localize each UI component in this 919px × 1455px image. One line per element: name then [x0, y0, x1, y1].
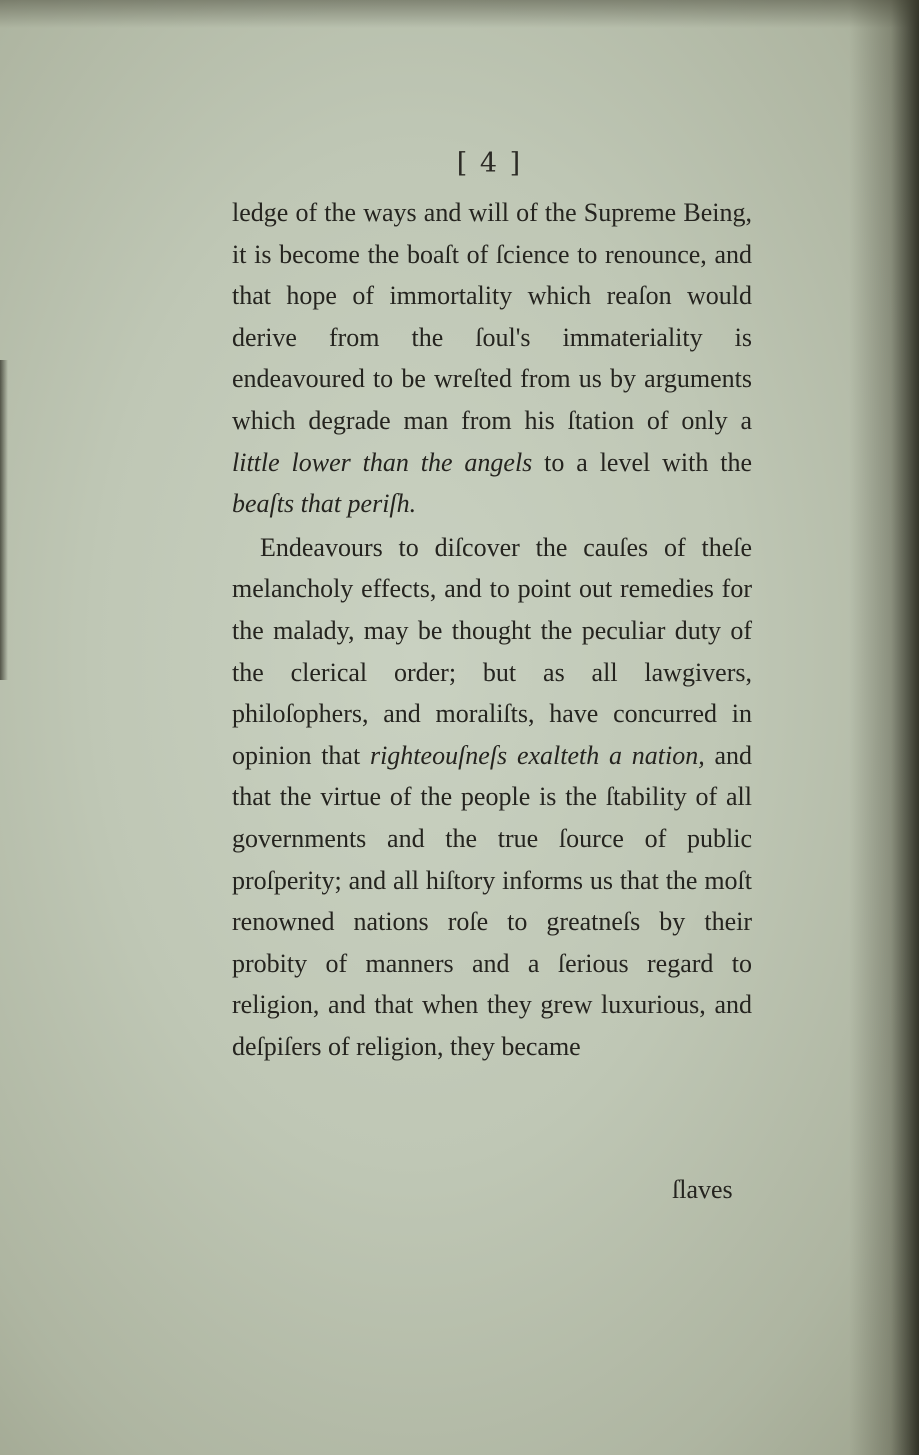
paragraph-1-italic-a: little lower than the angels: [232, 447, 533, 477]
page-number: [ 4 ]: [456, 148, 523, 179]
paragraph-2-text-b: and that the virtue of the people is the ſtability of all governments and the true ſource of public proſperity; and all hiſtory informs us that the moſt renowned nations roſe to greatneſs by their probity of manners and a ſerious regard to religion, and that when they grew luxurious, and deſpiſers of religion, they became: [232, 740, 753, 1061]
paragraph-2-italic-a: righteouſneſs exalteth a nation,: [369, 740, 705, 770]
body-text: [232, 192, 752, 1067]
paragraph-1-text-b: to a level with the: [532, 447, 752, 477]
paragraph-2-text-a: Endeavours to diſcover the cauſes of theſe melancholy effects, and to point out remedies for the malady, may be thought the peculiar duty of the clerical order; but as all lawgivers, philoſophers, and moraliſts, have concurred in opinion that: [232, 532, 752, 770]
paragraph-1-text-a: ledge of the ways and will of the Supreme Being, it is become the boaſt of ſcience to renounce, and that hope of immortality which reaſon would derive from the ſoul's immateriality is endeavoured to be wreſted from us by arguments which degrade man from his ſtation of only a: [232, 198, 752, 435]
page-edge-shadow: [0, 360, 8, 680]
paragraph-2: [232, 527, 752, 1068]
paragraph-1-italic-b: beaſts that periſh.: [232, 489, 417, 519]
catchword: ſlaves: [672, 1175, 733, 1204]
paragraph-1: [232, 192, 752, 525]
